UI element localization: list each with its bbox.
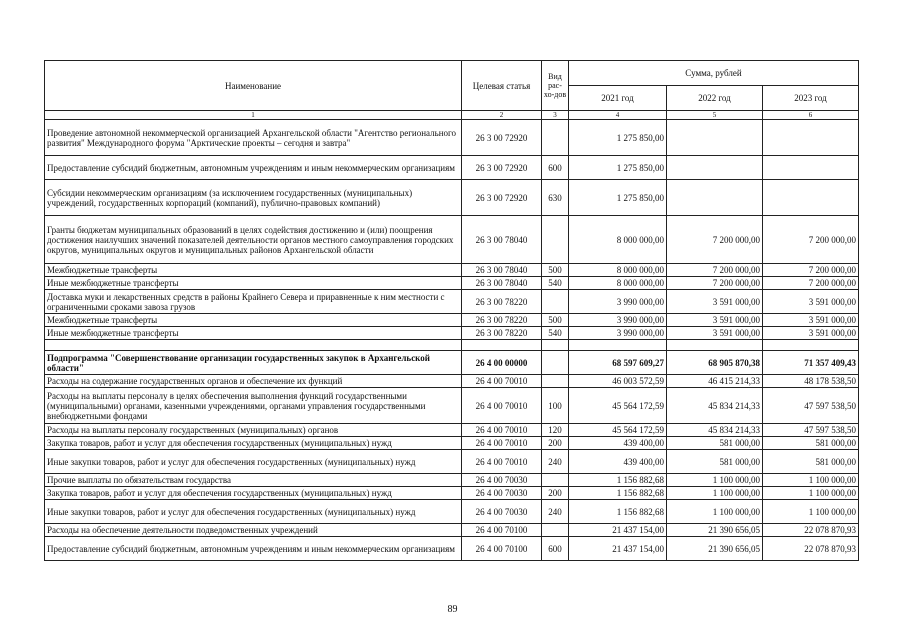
row-amount-2023: 3 591 000,00: [763, 327, 859, 340]
row-amount-2022: 3 591 000,00: [667, 327, 763, 340]
row-target-code: 26 4 00 70010: [462, 450, 542, 474]
row-amount-2022: 581 000,00: [667, 437, 763, 450]
row-amount-2022: 21 390 656,05: [667, 524, 763, 537]
table-row: [45, 216, 859, 264]
row-name: Межбюджетные трансферты: [45, 264, 462, 277]
table-row: [45, 120, 859, 156]
header-sum: Сумма, рублей: [569, 61, 859, 86]
row-name: Субсидии некоммерческим организациям (за исключением государственных (муниципальных) учреждений, государственных корпораций (компаний), публично-правовых компаний): [45, 180, 462, 216]
row-amount-2022: 3 591 000,00: [667, 314, 763, 327]
row-name: Иные межбюджетные трансферты: [45, 277, 462, 290]
row-amount-2021: 45 564 172,59: [569, 388, 667, 424]
table-row: [45, 340, 859, 351]
table-row: [45, 290, 859, 314]
row-amount-2022: [667, 156, 763, 180]
header-2021: 2021 год: [569, 86, 667, 111]
row-amount-2021: 439 400,00: [569, 450, 667, 474]
row-expense-type: [542, 120, 569, 156]
row-expense-type: 600: [542, 156, 569, 180]
row-amount-2021: 21 437 154,00: [569, 524, 667, 537]
page-number: 89: [447, 604, 458, 615]
row-name: Расходы на обеспечение деятельности подведомственных учреждений: [45, 524, 462, 537]
row-name: [45, 340, 462, 351]
row-expense-type: [542, 375, 569, 388]
row-target-code: 26 4 00 70030: [462, 500, 542, 524]
row-amount-2022: 7 200 000,00: [667, 277, 763, 290]
table-row: [45, 351, 859, 375]
table-row: [45, 327, 859, 340]
row-expense-type: 600: [542, 537, 569, 561]
row-amount-2021: 1 156 882,68: [569, 500, 667, 524]
row-target-code: 26 3 00 78040: [462, 264, 542, 277]
table-row: [45, 500, 859, 524]
row-amount-2022: 3 591 000,00: [667, 290, 763, 314]
row-name: Закупка товаров, работ и услуг для обеспечения государственных (муниципальных) нужд: [45, 437, 462, 450]
row-amount-2022: [667, 120, 763, 156]
row-amount-2021: 21 437 154,00: [569, 537, 667, 561]
row-expense-type: [542, 474, 569, 487]
row-amount-2021: 68 597 609,27: [569, 351, 667, 375]
table-body: [45, 120, 859, 561]
row-target-code: 26 3 00 78040: [462, 216, 542, 264]
row-amount-2021: 3 990 000,00: [569, 327, 667, 340]
row-amount-2023: 3 591 000,00: [763, 314, 859, 327]
row-amount-2021: 45 564 172,59: [569, 424, 667, 437]
column-index: 6: [763, 111, 859, 120]
row-amount-2022: 45 834 214,33: [667, 388, 763, 424]
row-target-code: [462, 340, 542, 351]
row-amount-2023: 48 178 538,50: [763, 375, 859, 388]
row-amount-2022: 68 905 870,38: [667, 351, 763, 375]
row-expense-type: 240: [542, 500, 569, 524]
row-target-code: 26 4 00 70100: [462, 537, 542, 561]
row-amount-2023: 7 200 000,00: [763, 277, 859, 290]
budget-table: [44, 60, 859, 561]
row-amount-2022: [667, 180, 763, 216]
row-name: Подпрограмма "Совершенствование организации государственных закупок в Архангельской области": [45, 351, 462, 375]
table-row: [45, 537, 859, 561]
table-row: [45, 474, 859, 487]
row-amount-2023: [763, 180, 859, 216]
row-amount-2021: 8 000 000,00: [569, 216, 667, 264]
row-name: Расходы на выплаты персоналу в целях обеспечения выполнения функций государственными (муниципальными) органами, казенными учреждениями, органами управления государственными внебюджетными фондами: [45, 388, 462, 424]
table-row: [45, 437, 859, 450]
row-expense-type: 540: [542, 277, 569, 290]
row-target-code: 26 4 00 70010: [462, 388, 542, 424]
row-amount-2023: 22 078 870,93: [763, 524, 859, 537]
row-target-code: 26 4 00 70010: [462, 375, 542, 388]
row-amount-2023: 1 100 000,00: [763, 500, 859, 524]
row-amount-2021: [569, 340, 667, 351]
row-amount-2023: 7 200 000,00: [763, 216, 859, 264]
table-row: [45, 180, 859, 216]
row-expense-type: 100: [542, 388, 569, 424]
table-row: [45, 264, 859, 277]
row-amount-2023: [763, 340, 859, 351]
header-vid: Вид рас-хо-дов: [542, 61, 569, 111]
row-amount-2023: 581 000,00: [763, 437, 859, 450]
row-target-code: 26 3 00 72920: [462, 156, 542, 180]
table-row: [45, 524, 859, 537]
row-amount-2022: 7 200 000,00: [667, 264, 763, 277]
row-target-code: 26 4 00 70010: [462, 437, 542, 450]
row-name: Иные закупки товаров, работ и услуг для обеспечения государственных (муниципальных) нужд: [45, 450, 462, 474]
row-amount-2021: 8 000 000,00: [569, 264, 667, 277]
row-amount-2022: 1 100 000,00: [667, 474, 763, 487]
column-index: 2: [462, 111, 542, 120]
row-name: Межбюджетные трансферты: [45, 314, 462, 327]
row-expense-type: 540: [542, 327, 569, 340]
row-amount-2022: 581 000,00: [667, 450, 763, 474]
row-name: Прочие выплаты по обязательствам государства: [45, 474, 462, 487]
row-amount-2023: 47 597 538,50: [763, 424, 859, 437]
table-row: [45, 375, 859, 388]
row-expense-type: 120: [542, 424, 569, 437]
row-amount-2021: 3 990 000,00: [569, 314, 667, 327]
row-name: Иные закупки товаров, работ и услуг для обеспечения государственных (муниципальных) нужд: [45, 500, 462, 524]
row-name: Расходы на выплаты персоналу государственных (муниципальных) органов: [45, 424, 462, 437]
row-name: Проведение автономной некоммерческой организацией Архангельской области "Агентство регионального развития" Международного форума "Арктические проекты – сегодня и завтра": [45, 120, 462, 156]
row-target-code: 26 3 00 78220: [462, 290, 542, 314]
table-row: [45, 424, 859, 437]
row-target-code: 26 3 00 78040: [462, 277, 542, 290]
column-index: 3: [542, 111, 569, 120]
row-expense-type: [542, 351, 569, 375]
row-amount-2022: 7 200 000,00: [667, 216, 763, 264]
header-2022: 2022 год: [667, 86, 763, 111]
row-amount-2021: 1 156 882,68: [569, 487, 667, 500]
row-amount-2023: 7 200 000,00: [763, 264, 859, 277]
row-amount-2023: [763, 120, 859, 156]
row-amount-2022: [667, 340, 763, 351]
row-name: Предоставление субсидий бюджетным, автономным учреждениям и иным некоммерческим организациям: [45, 156, 462, 180]
row-amount-2021: 1 156 882,68: [569, 474, 667, 487]
column-index: 4: [569, 111, 667, 120]
row-amount-2023: 47 597 538,50: [763, 388, 859, 424]
row-amount-2023: 581 000,00: [763, 450, 859, 474]
row-amount-2022: 21 390 656,05: [667, 537, 763, 561]
row-name: Гранты бюджетам муниципальных образований в целях содействия достижению и (или) поощрения достижения наилучших значений показателей деятельности органов местного самоуправления городских округов, муниципальных округов и муниципальных районов Архангельской области: [45, 216, 462, 264]
row-amount-2022: 1 100 000,00: [667, 487, 763, 500]
row-expense-type: 240: [542, 450, 569, 474]
row-expense-type: [542, 340, 569, 351]
row-amount-2023: 1 100 000,00: [763, 474, 859, 487]
row-amount-2021: 3 990 000,00: [569, 290, 667, 314]
row-target-code: 26 4 00 70030: [462, 474, 542, 487]
header-name: Наименование: [45, 61, 462, 111]
row-amount-2023: [763, 156, 859, 180]
column-index: 1: [45, 111, 462, 120]
row-expense-type: [542, 524, 569, 537]
row-target-code: 26 3 00 78220: [462, 327, 542, 340]
row-amount-2022: 46 415 214,33: [667, 375, 763, 388]
row-name: Доставка муки и лекарственных средств в районы Крайнего Севера и приравненные к ним местности с ограниченными сроками завоза грузов: [45, 290, 462, 314]
row-amount-2022: 1 100 000,00: [667, 500, 763, 524]
row-target-code: 26 4 00 70100: [462, 524, 542, 537]
row-target-code: 26 4 00 70010: [462, 424, 542, 437]
row-expense-type: 200: [542, 487, 569, 500]
row-amount-2023: 22 078 870,93: [763, 537, 859, 561]
row-amount-2021: 1 275 850,00: [569, 156, 667, 180]
table-row: [45, 388, 859, 424]
row-name: Закупка товаров, работ и услуг для обеспечения государственных (муниципальных) нужд: [45, 487, 462, 500]
row-amount-2022: 45 834 214,33: [667, 424, 763, 437]
row-name: Расходы на содержание государственных органов и обеспечение их функций: [45, 375, 462, 388]
row-expense-type: 200: [542, 437, 569, 450]
row-target-code: 26 4 00 70030: [462, 487, 542, 500]
row-amount-2023: 1 100 000,00: [763, 487, 859, 500]
table-row: [45, 156, 859, 180]
row-expense-type: 630: [542, 180, 569, 216]
row-target-code: 26 4 00 00000: [462, 351, 542, 375]
row-target-code: 26 3 00 72920: [462, 180, 542, 216]
row-name: Иные межбюджетные трансферты: [45, 327, 462, 340]
table-row: [45, 450, 859, 474]
row-amount-2021: 1 275 850,00: [569, 120, 667, 156]
row-name: Предоставление субсидий бюджетным, автономным учреждениям и иным некоммерческим организациям: [45, 537, 462, 561]
column-index-row: [45, 111, 859, 120]
header-target: Целевая статья: [462, 61, 542, 111]
table-row: [45, 277, 859, 290]
table-row: [45, 314, 859, 327]
row-amount-2021: 439 400,00: [569, 437, 667, 450]
row-amount-2021: 1 275 850,00: [569, 180, 667, 216]
row-amount-2023: 71 357 409,43: [763, 351, 859, 375]
row-amount-2023: 3 591 000,00: [763, 290, 859, 314]
row-target-code: 26 3 00 78220: [462, 314, 542, 327]
row-amount-2021: 46 003 572,59: [569, 375, 667, 388]
row-expense-type: [542, 216, 569, 264]
column-index: 5: [667, 111, 763, 120]
table-row: [45, 487, 859, 500]
header-2023: 2023 год: [763, 86, 859, 111]
row-expense-type: 500: [542, 264, 569, 277]
row-expense-type: [542, 290, 569, 314]
row-expense-type: 500: [542, 314, 569, 327]
row-amount-2021: 8 000 000,00: [569, 277, 667, 290]
row-target-code: 26 3 00 72920: [462, 120, 542, 156]
